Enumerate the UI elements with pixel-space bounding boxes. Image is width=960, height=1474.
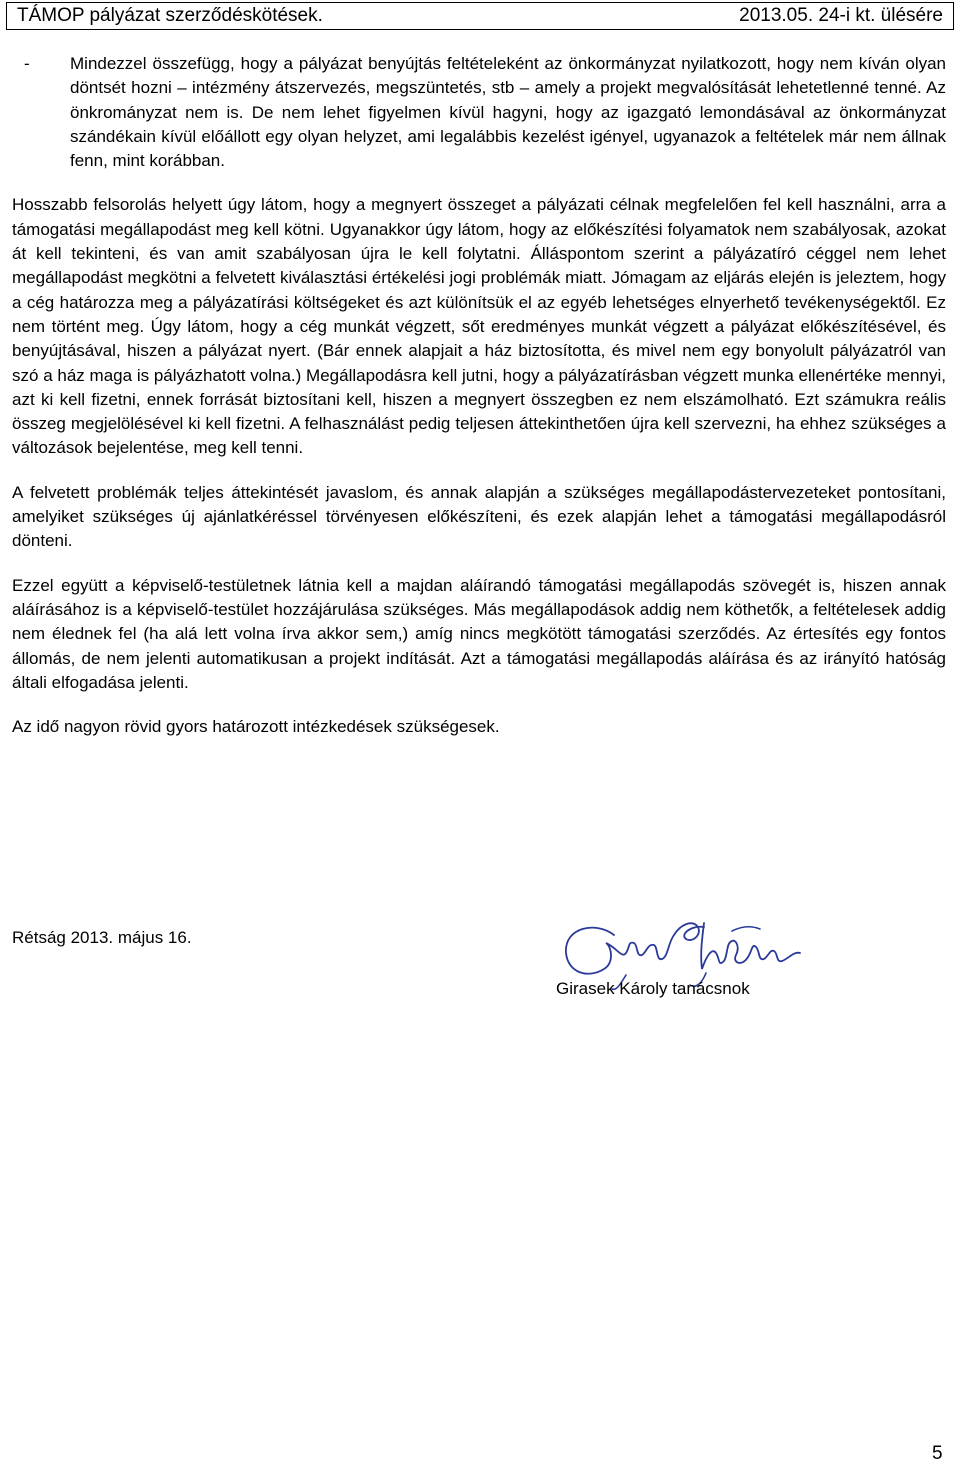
paragraph-2: A felvetett problémák teljes áttekintését javaslom, és annak alapján a szükséges megállapodástervezeteket pontosítani, amelyiket szükséges új ajánlatkéréssel törvényesen előkészíteni, és ezek alapján lehet a támogatási megállapodásról dönteni.: [12, 482, 946, 551]
page-number: 5: [932, 1443, 943, 1464]
bullet-item: [12, 52, 946, 173]
document-title: TÁMOP pályázat szerződéskötések.: [17, 5, 323, 26]
paragraph-4: Az idő nagyon rövid gyors határozott intézkedések szükségesek.: [12, 717, 500, 737]
meeting-date: 2013.05. 24-i kt. ülésére: [739, 5, 943, 26]
paragraph-1: Hosszabb felsorolás helyett úgy látom, hogy a megnyert összeget a pályázati célnak megfelelően fel kell használni, arra a támogatási megállapodást meg kell kötni. Ugyanakkor úgy látom, hogy az előkészítési folyamatok nem szabályosak, azokat át kell tekinteni, és van amit szabályosan újra le kell folytatni. Álláspontom szerint a pályázatíró céggel nem lehet megállapodást megkötni a felvetett kiválasztási értékelési jogi problémák miatt. Jómagam az eljárás elején is jeleztem, hogy a cég határozza meg a pályázatírási költségeket és azt különítsük el az egyéb lehetséges elnyerhető tevékenységektől. Ez nem történt meg. Úgy látom, hogy a cég munkát végzett, sőt eredményes munkát végzett a pályázat előkészítésével, és benyújtásával, hiszen a pályázat nyert. (Bár ennek alapjait a ház biztosította, és mivel nem egy bonyolult pályázatról van szó a ház maga is pályázhatott volna.) Megállapodásra kell jutni, hogy a pályázatírásban végzett munka ellenértéke mennyi, azt ki kell fizetni, ennek forrását biztosítani kell, hiszen a megnyert összegben ez nem elszámolható. Ezt számukra reális összeg megjelölésével ki kell fizetni. A felhasználást pedig teljesen áttekinthetően újra kell szervezni, ha ehhez szükséges a változások bejelentése, meg kell tenni.: [12, 195, 946, 458]
bullet-text: Mindezzel összefügg, hogy a pályázat benyújtás feltételeként az önkormányzat nyilatkozott, hogy nem kíván olyan döntsét hozni – intézmény átszervezés, megszüntetés, stb – amely a projekt megvalósítását lehetetlenné tenné. Az önkrományzat nem is. De nem lehet figyelmen kívül hagyni, hogy az igazgató lemondásával az önkormányzat szándékain kívül előállott egy olyan helyzet, ami legalábbis kezelést igényel, ugyanazok a feltételek már nem állnak fenn, mint korábban.: [70, 54, 946, 171]
closing-date: Rétság 2013. május 16.: [12, 928, 192, 947]
signer-name: Girasek Károly tanácsnok: [556, 979, 750, 998]
bullet-dash: -: [24, 54, 30, 73]
paragraph-3: Ezzel együtt a képviselő-testületnek látnia kell a majdan aláírandó támogatási megállapodás szövegét is, hiszen annak aláírásához is a képviselő-testület hozzájárulása szükséges. Más megállapodások addig nem köthetők, a feltételesek addig nem élednek fel (ha alá lett volna írva akkor sem,) amíg nincs megkötött támogatási szerződés. Az értesítés egy fontos állomás, de nem jelenti automatikusan a projekt indítását. Azt a támogatási megállapodás aláírása és az irányító hatóság általi elfogadása jelenti.: [12, 575, 946, 692]
signature-block: [556, 913, 816, 1003]
document-body: [12, 52, 946, 739]
page-header: [6, 2, 954, 30]
